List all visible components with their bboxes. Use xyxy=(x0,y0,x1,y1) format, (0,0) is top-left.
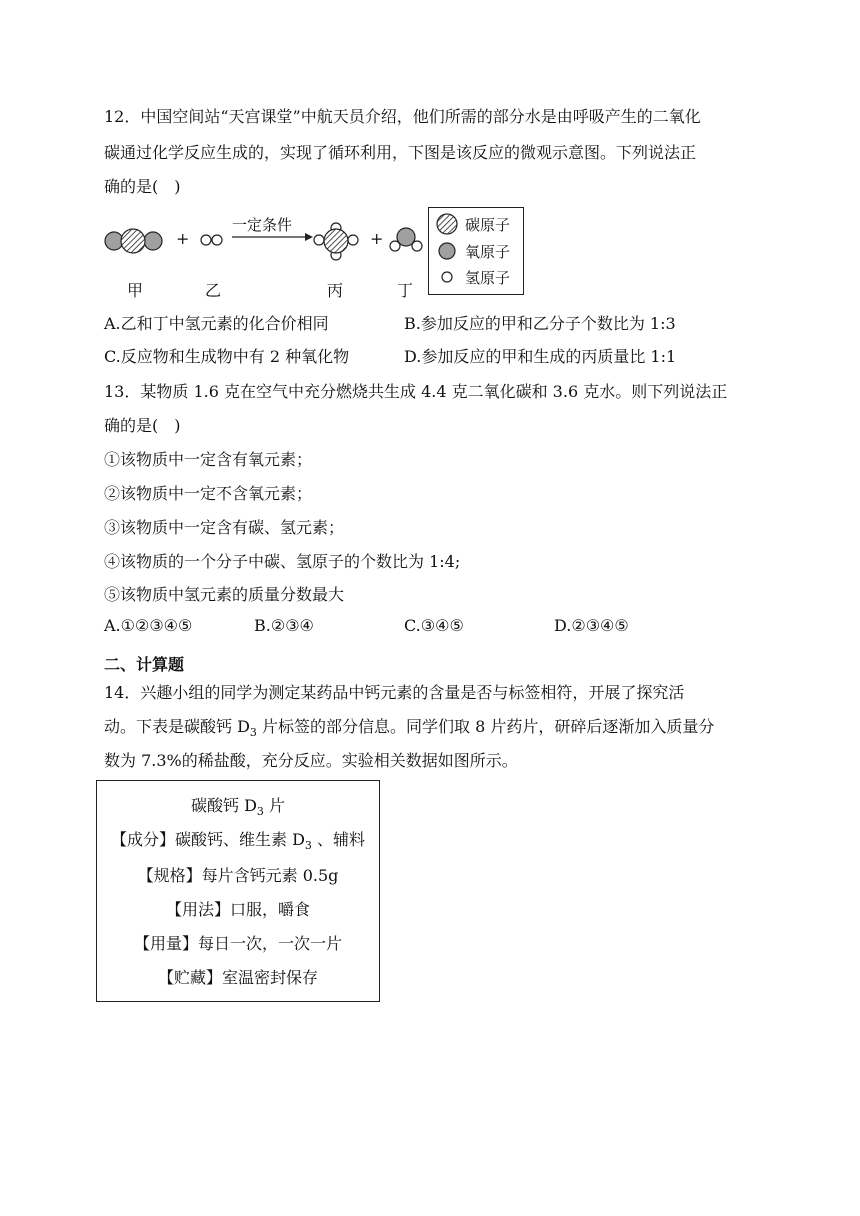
q13-statement-4: ④该物质的一个分子中碳、氢原子的个数比为 1:4; xyxy=(104,552,461,571)
label-ingredients-part-b: 、辅料 xyxy=(311,830,365,849)
legend-carbon-label: 碳原子 xyxy=(465,215,511,234)
q14-line-3: 数为 7.3%的稀盐酸，充分反应。实验相关数据如图所示。 xyxy=(104,751,518,770)
label-spec: 【规格】每片含钙元素 0.5g xyxy=(137,866,339,885)
label-title-part-b: 片 xyxy=(263,796,285,815)
q12-line-2: 碳通过化学反应生成的，实现了循环利用，下图是该反应的微观示意图。下列说法正 xyxy=(104,143,697,162)
label-dosage: 【用量】每日一次，一次一片 xyxy=(133,934,342,953)
label-title-part-a: 碳酸钙 D xyxy=(190,796,257,815)
q12-line-3: 确的是( ) xyxy=(104,177,181,196)
label-yi: 乙 xyxy=(205,281,222,300)
label-title xyxy=(97,793,379,818)
q13-line-1: 13．某物质 1.6 克在空气中充分燃烧共生成 4.4 克二氧化碳和 3.6 克水。则下列说法正 xyxy=(104,382,728,401)
q13-option-b: B.②③④ xyxy=(254,616,314,635)
legend-hydrogen xyxy=(435,264,510,290)
q12-option-c: C.反应物和生成物中有 2 种氧化物 xyxy=(104,347,350,366)
h2-molecule xyxy=(201,235,222,245)
q14-line-1: 14．兴趣小组的同学为测定某药品中钙元素的含量是否与标签相符，开展了探究活 xyxy=(104,683,685,702)
label-ingredients-part-a: 【成分】碳酸钙、维生素 D xyxy=(110,830,305,849)
label-storage: 【贮藏】室温密封保存 xyxy=(157,968,318,987)
q12-option-d: D.参加反应的甲和生成的丙质量比 1:1 xyxy=(404,347,677,366)
q14-line-2-part-a: 动。下表是碳酸钙 D xyxy=(104,717,250,736)
drug-label-box xyxy=(96,780,380,1002)
legend-carbon xyxy=(435,211,510,237)
q13-option-a: A.①②③④⑤ xyxy=(104,616,193,635)
label-ding: 丁 xyxy=(397,281,414,300)
legend-oxygen-label: 氧原子 xyxy=(465,242,511,261)
hydrogen-atom-icon xyxy=(435,265,459,289)
q12-line-1: 12．中国空间站“天宫课堂”中航天员介绍，他们所需的部分水是由呼吸产生的二氧化 xyxy=(104,107,701,126)
legend-hydrogen-label: 氢原子 xyxy=(465,268,511,287)
oxygen-atom-icon xyxy=(435,239,459,263)
arrow-condition-label: 一定条件 xyxy=(232,216,293,234)
label-ingredients xyxy=(97,827,379,852)
q13-line-2: 确的是( ) xyxy=(104,416,181,435)
q13-statement-3: ③该物质中一定含有碳、氢元素； xyxy=(104,518,345,537)
carbon-atom-icon xyxy=(435,212,459,236)
label-usage: 【用法】口服，嚼食 xyxy=(165,900,310,919)
q13-statement-1: ①该物质中一定含有氧元素； xyxy=(104,450,313,469)
q13-statement-5: ⑤该物质中氢元素的质量分数最大 xyxy=(104,585,345,604)
q13-option-c: C.③④⑤ xyxy=(404,616,464,635)
label-bing: 丙 xyxy=(327,281,344,300)
h2o-molecule xyxy=(390,228,422,251)
section-heading: 二、计算题 xyxy=(104,655,185,674)
q12-option-a: A.乙和丁中氢元素的化合价相同 xyxy=(104,314,329,333)
plus-sign-1: + xyxy=(176,229,190,248)
label-ingredients-subscript: 3 xyxy=(304,839,312,853)
q13-option-d: D.②③④⑤ xyxy=(554,616,629,635)
legend-oxygen xyxy=(435,238,510,264)
q14-line-2-part-b: 片标签的部分信息。同学们取 8 片药片，研碎后逐渐加入质量分 xyxy=(256,717,715,736)
q14-line-2-subscript: 3 xyxy=(249,726,257,740)
plus-sign-2: + xyxy=(370,229,384,248)
q14-line-2 xyxy=(104,714,714,739)
label-title-subscript: 3 xyxy=(256,805,264,819)
label-jia: 甲 xyxy=(127,281,144,300)
ch4-molecule xyxy=(314,223,358,260)
q13-statement-2: ②该物质中一定不含氧元素； xyxy=(104,484,313,503)
atom-legend xyxy=(428,207,524,295)
co2-molecule xyxy=(105,229,162,253)
q12-option-b: B.参加反应的甲和乙分子个数比为 1:3 xyxy=(404,314,676,333)
arrow-head xyxy=(305,233,313,241)
